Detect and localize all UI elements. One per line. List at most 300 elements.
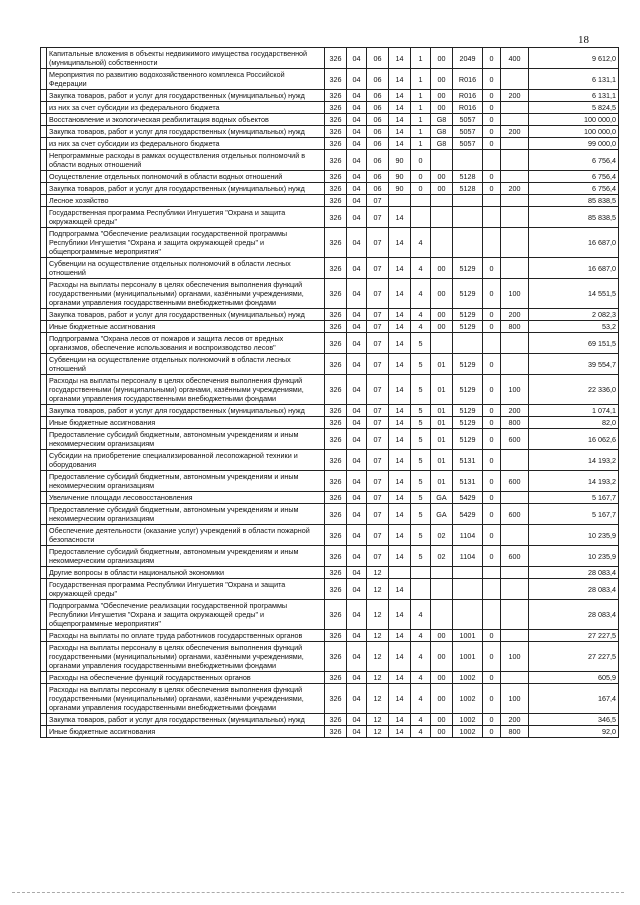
row-code-9: 800 xyxy=(501,321,529,333)
row-code-7: R016 xyxy=(453,90,483,102)
row-name: Осуществление отдельных полномочий в области водных отношений xyxy=(47,171,325,183)
row-name: Иные бюджетные ассигнования xyxy=(47,417,325,429)
row-code-1: 326 xyxy=(325,684,347,714)
row-code-3: 12 xyxy=(367,579,389,600)
row-sum: 9 612,0 xyxy=(529,48,619,69)
row-code-9: 100 xyxy=(501,375,529,405)
row-code-6: 01 xyxy=(431,375,453,405)
row-code-4: 14 xyxy=(389,546,411,567)
row-code-4: 14 xyxy=(389,714,411,726)
row-code-6 xyxy=(431,228,453,258)
row-code-6: 00 xyxy=(431,684,453,714)
row-code-8 xyxy=(483,600,501,630)
row-code-5: 1 xyxy=(411,126,431,138)
row-code-8: 0 xyxy=(483,450,501,471)
row-name: Подпрограмма "Обеспечение реализации государственной программы Республики Ингушетия "Охрана и защита окружающей среды" и общепрограммные мероприятия" xyxy=(47,228,325,258)
row-code-7: R016 xyxy=(453,69,483,90)
row-code-3: 07 xyxy=(367,354,389,375)
row-code-4: 14 xyxy=(389,48,411,69)
row-code-2: 04 xyxy=(347,630,367,642)
row-sum: 85 838,5 xyxy=(529,195,619,207)
row-code-2: 04 xyxy=(347,309,367,321)
row-code-2: 04 xyxy=(347,504,367,525)
row-code-9 xyxy=(501,195,529,207)
row-name: Восстановление и экологическая реабилитация водных объектов xyxy=(47,114,325,126)
row-code-6: G8 xyxy=(431,138,453,150)
row-code-3: 06 xyxy=(367,114,389,126)
row-code-4: 14 xyxy=(389,726,411,738)
row-code-9: 800 xyxy=(501,726,529,738)
row-code-1: 326 xyxy=(325,375,347,405)
row-sum: 1 074,1 xyxy=(529,405,619,417)
row-code-1: 326 xyxy=(325,207,347,228)
row-code-3: 07 xyxy=(367,405,389,417)
row-code-4: 14 xyxy=(389,684,411,714)
row-code-8: 0 xyxy=(483,546,501,567)
row-code-4: 14 xyxy=(389,207,411,228)
row-code-8: 0 xyxy=(483,183,501,195)
table-row xyxy=(41,90,619,102)
row-code-4: 14 xyxy=(389,525,411,546)
row-code-7 xyxy=(453,195,483,207)
row-name: из них за счет субсидии из федерального бюджета xyxy=(47,102,325,114)
row-code-1: 326 xyxy=(325,579,347,600)
row-code-2: 04 xyxy=(347,279,367,309)
row-name: Подпрограмма "Охрана лесов от пожаров и защита лесов от вредных организмов, обеспечение использования и воспроизводство лесов" xyxy=(47,333,325,354)
row-code-3: 07 xyxy=(367,228,389,258)
row-code-7: 5128 xyxy=(453,183,483,195)
row-code-3: 12 xyxy=(367,714,389,726)
row-code-5: 4 xyxy=(411,600,431,630)
row-code-8: 0 xyxy=(483,525,501,546)
row-code-7: 1002 xyxy=(453,726,483,738)
row-code-2: 04 xyxy=(347,195,367,207)
row-sum: 53,2 xyxy=(529,321,619,333)
row-sum: 5 167,7 xyxy=(529,492,619,504)
row-code-8: 0 xyxy=(483,69,501,90)
row-code-5: 4 xyxy=(411,630,431,642)
row-code-8: 0 xyxy=(483,642,501,672)
row-code-4: 14 xyxy=(389,417,411,429)
row-code-8 xyxy=(483,195,501,207)
row-name: Обеспечение деятельности (оказание услуг) учреждений в области пожарной безопасности xyxy=(47,525,325,546)
row-code-6: 00 xyxy=(431,48,453,69)
row-code-2: 04 xyxy=(347,405,367,417)
row-code-6: 00 xyxy=(431,90,453,102)
row-code-2: 04 xyxy=(347,375,367,405)
row-code-4: 14 xyxy=(389,450,411,471)
table-row xyxy=(41,171,619,183)
row-code-7: 5128 xyxy=(453,171,483,183)
row-code-4: 14 xyxy=(389,504,411,525)
row-code-8: 0 xyxy=(483,354,501,375)
row-code-7: 5131 xyxy=(453,450,483,471)
row-name: Иные бюджетные ассигнования xyxy=(47,726,325,738)
row-code-5: 0 xyxy=(411,150,431,171)
row-code-1: 326 xyxy=(325,525,347,546)
row-code-3: 12 xyxy=(367,726,389,738)
row-code-9 xyxy=(501,333,529,354)
row-code-1: 326 xyxy=(325,354,347,375)
row-code-6: 00 xyxy=(431,183,453,195)
row-code-9: 200 xyxy=(501,309,529,321)
row-code-1: 326 xyxy=(325,450,347,471)
row-code-6 xyxy=(431,207,453,228)
table-row xyxy=(41,150,619,171)
row-code-1: 326 xyxy=(325,417,347,429)
row-code-3: 07 xyxy=(367,207,389,228)
table-row xyxy=(41,114,619,126)
row-code-9 xyxy=(501,102,529,114)
row-code-6: 00 xyxy=(431,714,453,726)
row-code-7: 5129 xyxy=(453,309,483,321)
table-row xyxy=(41,126,619,138)
row-code-7: R016 xyxy=(453,102,483,114)
row-code-2: 04 xyxy=(347,492,367,504)
row-code-8: 0 xyxy=(483,714,501,726)
row-code-3: 07 xyxy=(367,333,389,354)
row-code-8 xyxy=(483,579,501,600)
row-code-5 xyxy=(411,195,431,207)
row-code-9: 600 xyxy=(501,471,529,492)
row-code-1: 326 xyxy=(325,258,347,279)
row-code-2: 04 xyxy=(347,546,367,567)
row-code-6: 00 xyxy=(431,171,453,183)
row-code-2: 04 xyxy=(347,672,367,684)
row-sum: 6 756,4 xyxy=(529,183,619,195)
row-code-3: 06 xyxy=(367,102,389,114)
table-row xyxy=(41,183,619,195)
row-code-7: 5429 xyxy=(453,492,483,504)
row-code-9 xyxy=(501,450,529,471)
row-code-8: 0 xyxy=(483,171,501,183)
row-code-1: 326 xyxy=(325,567,347,579)
row-code-8: 0 xyxy=(483,114,501,126)
row-code-5 xyxy=(411,567,431,579)
row-code-2: 04 xyxy=(347,183,367,195)
row-code-4: 14 xyxy=(389,672,411,684)
row-code-3: 12 xyxy=(367,600,389,630)
row-sum: 14 551,5 xyxy=(529,279,619,309)
table-row xyxy=(41,354,619,375)
row-name: Подпрограмма "Обеспечение реализации государственной программы Республики Ингушетия "Охрана и защита окружающей среды" и общепрограммные мероприятия" xyxy=(47,600,325,630)
table-row xyxy=(41,567,619,579)
row-code-5: 5 xyxy=(411,417,431,429)
row-code-7: 5131 xyxy=(453,471,483,492)
row-code-4: 14 xyxy=(389,69,411,90)
row-code-6 xyxy=(431,567,453,579)
row-code-4: 14 xyxy=(389,102,411,114)
row-sum: 6 131,1 xyxy=(529,69,619,90)
row-code-4: 14 xyxy=(389,429,411,450)
row-code-9 xyxy=(501,354,529,375)
row-code-2: 04 xyxy=(347,714,367,726)
table-row xyxy=(41,579,619,600)
row-code-3: 12 xyxy=(367,630,389,642)
table-row xyxy=(41,138,619,150)
row-code-1: 326 xyxy=(325,183,347,195)
row-sum: 99 000,0 xyxy=(529,138,619,150)
budget-table xyxy=(40,47,619,738)
row-code-1: 326 xyxy=(325,492,347,504)
row-code-7: 5057 xyxy=(453,138,483,150)
row-code-3: 06 xyxy=(367,171,389,183)
row-code-7: 5129 xyxy=(453,279,483,309)
row-code-8: 0 xyxy=(483,138,501,150)
row-code-8: 0 xyxy=(483,471,501,492)
row-code-2: 04 xyxy=(347,126,367,138)
row-code-8: 0 xyxy=(483,429,501,450)
row-code-2: 04 xyxy=(347,150,367,171)
row-code-2: 04 xyxy=(347,228,367,258)
table-row xyxy=(41,684,619,714)
row-code-5: 0 xyxy=(411,171,431,183)
table-row xyxy=(41,642,619,672)
row-code-9 xyxy=(501,207,529,228)
row-code-3: 07 xyxy=(367,309,389,321)
row-sum: 27 227,5 xyxy=(529,630,619,642)
row-code-1: 326 xyxy=(325,333,347,354)
row-code-6: 00 xyxy=(431,102,453,114)
row-code-4: 14 xyxy=(389,471,411,492)
row-sum: 82,0 xyxy=(529,417,619,429)
row-code-2: 04 xyxy=(347,321,367,333)
row-code-7: 5129 xyxy=(453,405,483,417)
row-code-3: 07 xyxy=(367,471,389,492)
row-code-9 xyxy=(501,258,529,279)
row-code-3: 07 xyxy=(367,492,389,504)
row-sum: 22 336,0 xyxy=(529,375,619,405)
row-code-2: 04 xyxy=(347,429,367,450)
table-row xyxy=(41,600,619,630)
row-code-8: 0 xyxy=(483,321,501,333)
row-code-6: 01 xyxy=(431,471,453,492)
row-code-9 xyxy=(501,171,529,183)
row-name: Закупка товаров, работ и услуг для государственных (муниципальных) нужд xyxy=(47,183,325,195)
bottom-rule xyxy=(12,892,624,893)
row-name: Предоставление субсидий бюджетным, автономным учреждениям и иным некоммерческим организациям xyxy=(47,546,325,567)
row-code-5: 4 xyxy=(411,279,431,309)
row-code-3: 06 xyxy=(367,138,389,150)
row-code-6 xyxy=(431,150,453,171)
row-sum: 16 687,0 xyxy=(529,228,619,258)
row-code-2: 04 xyxy=(347,354,367,375)
row-code-9: 200 xyxy=(501,405,529,417)
table-row xyxy=(41,102,619,114)
row-code-1: 326 xyxy=(325,714,347,726)
row-sum: 6 131,1 xyxy=(529,90,619,102)
row-code-7: 5057 xyxy=(453,126,483,138)
row-code-4: 14 xyxy=(389,309,411,321)
row-code-8: 0 xyxy=(483,405,501,417)
row-code-8: 0 xyxy=(483,279,501,309)
row-code-2: 04 xyxy=(347,726,367,738)
row-code-8: 0 xyxy=(483,102,501,114)
row-name: Закупка товаров, работ и услуг для государственных (муниципальных) нужд xyxy=(47,309,325,321)
row-code-9 xyxy=(501,228,529,258)
row-code-4: 14 xyxy=(389,90,411,102)
row-sum: 28 083,4 xyxy=(529,567,619,579)
row-code-3: 06 xyxy=(367,126,389,138)
row-code-5: 5 xyxy=(411,525,431,546)
table-row xyxy=(41,714,619,726)
row-code-4: 14 xyxy=(389,258,411,279)
row-code-3: 07 xyxy=(367,429,389,450)
row-sum: 2 082,3 xyxy=(529,309,619,321)
row-code-6: G8 xyxy=(431,114,453,126)
row-sum: 92,0 xyxy=(529,726,619,738)
row-code-3: 06 xyxy=(367,150,389,171)
row-code-9 xyxy=(501,600,529,630)
table-body xyxy=(41,48,619,738)
row-code-3: 07 xyxy=(367,258,389,279)
row-code-5: 0 xyxy=(411,183,431,195)
row-code-7 xyxy=(453,150,483,171)
table-row xyxy=(41,492,619,504)
table-row xyxy=(41,429,619,450)
row-code-7 xyxy=(453,228,483,258)
row-code-6: 00 xyxy=(431,69,453,90)
row-code-5: 4 xyxy=(411,642,431,672)
row-code-7: 5129 xyxy=(453,258,483,279)
row-code-8 xyxy=(483,228,501,258)
row-code-6: 00 xyxy=(431,279,453,309)
row-name: Расходы на выплаты персоналу в целях обеспечения выполнения функций государственными (муниципальными) органами, казёнными учреждениями, органами управления государственными внебюджетными фондами xyxy=(47,279,325,309)
row-code-9: 600 xyxy=(501,429,529,450)
row-code-5: 5 xyxy=(411,354,431,375)
row-code-5: 4 xyxy=(411,228,431,258)
row-code-8: 0 xyxy=(483,504,501,525)
row-code-6: 01 xyxy=(431,405,453,417)
row-code-8: 0 xyxy=(483,672,501,684)
row-name: Субвенции на осуществление отдельных полномочий в области лесных отношений xyxy=(47,354,325,375)
row-code-3: 07 xyxy=(367,417,389,429)
row-code-8 xyxy=(483,207,501,228)
row-code-8 xyxy=(483,333,501,354)
row-code-4: 14 xyxy=(389,600,411,630)
row-code-7: 1002 xyxy=(453,714,483,726)
row-code-8: 0 xyxy=(483,126,501,138)
row-code-2: 04 xyxy=(347,207,367,228)
row-code-8: 0 xyxy=(483,309,501,321)
row-name: Расходы на выплаты персоналу в целях обеспечения выполнения функций государственными (муниципальными) органами, казёнными учреждениями, органами управления государственными внебюджетными фондами xyxy=(47,684,325,714)
row-code-6: G8 xyxy=(431,126,453,138)
table-row xyxy=(41,309,619,321)
row-name: Капитальные вложения в объекты недвижимого имущества государственной (муниципальной) собственности xyxy=(47,48,325,69)
row-code-5: 5 xyxy=(411,429,431,450)
row-code-7: 1104 xyxy=(453,546,483,567)
row-code-9 xyxy=(501,492,529,504)
row-sum: 28 083,4 xyxy=(529,600,619,630)
row-name: Предоставление субсидий бюджетным, автономным учреждениям и иным некоммерческим организациям xyxy=(47,471,325,492)
row-code-3: 06 xyxy=(367,69,389,90)
row-code-2: 04 xyxy=(347,684,367,714)
row-name: Мероприятия по развитию водохозяйственного комплекса Российской Федерации xyxy=(47,69,325,90)
row-code-5: 1 xyxy=(411,138,431,150)
row-code-8 xyxy=(483,150,501,171)
row-code-3: 07 xyxy=(367,321,389,333)
row-code-1: 326 xyxy=(325,138,347,150)
row-name: Закупка товаров, работ и услуг для государственных (муниципальных) нужд xyxy=(47,405,325,417)
row-code-8: 0 xyxy=(483,258,501,279)
row-code-6: 00 xyxy=(431,309,453,321)
row-code-2: 04 xyxy=(347,642,367,672)
row-sum: 16 687,0 xyxy=(529,258,619,279)
row-name: Государственная программа Республики Ингушетия "Охрана и защита окружающей среды" xyxy=(47,207,325,228)
table-row xyxy=(41,405,619,417)
row-code-1: 326 xyxy=(325,642,347,672)
row-code-9 xyxy=(501,138,529,150)
row-code-8: 0 xyxy=(483,492,501,504)
row-code-8: 0 xyxy=(483,375,501,405)
row-code-9 xyxy=(501,150,529,171)
row-code-8: 0 xyxy=(483,726,501,738)
row-code-6: 01 xyxy=(431,429,453,450)
row-code-8: 0 xyxy=(483,684,501,714)
row-code-6: 00 xyxy=(431,672,453,684)
table-row xyxy=(41,48,619,69)
row-code-1: 326 xyxy=(325,126,347,138)
table-row xyxy=(41,450,619,471)
row-code-1: 326 xyxy=(325,114,347,126)
row-code-5: 1 xyxy=(411,114,431,126)
table-row xyxy=(41,504,619,525)
row-code-3: 07 xyxy=(367,375,389,405)
row-code-6 xyxy=(431,195,453,207)
row-name: Закупка товаров, работ и услуг для государственных (муниципальных) нужд xyxy=(47,126,325,138)
row-code-9: 800 xyxy=(501,417,529,429)
row-name: Расходы на обеспечение функций государственных органов xyxy=(47,672,325,684)
row-code-1: 326 xyxy=(325,69,347,90)
row-code-9: 200 xyxy=(501,183,529,195)
row-sum: 167,4 xyxy=(529,684,619,714)
row-code-4: 14 xyxy=(389,138,411,150)
row-code-3: 07 xyxy=(367,504,389,525)
row-code-2: 04 xyxy=(347,102,367,114)
row-code-3: 07 xyxy=(367,525,389,546)
row-sum: 6 756,4 xyxy=(529,171,619,183)
row-code-5: 5 xyxy=(411,333,431,354)
row-code-9: 400 xyxy=(501,48,529,69)
row-code-2: 04 xyxy=(347,171,367,183)
row-sum: 5 824,5 xyxy=(529,102,619,114)
row-code-5: 1 xyxy=(411,90,431,102)
row-code-5: 5 xyxy=(411,504,431,525)
table-row xyxy=(41,726,619,738)
row-code-5: 4 xyxy=(411,321,431,333)
row-code-1: 326 xyxy=(325,429,347,450)
row-name: Расходы на выплаты персоналу в целях обеспечения выполнения функций государственными (муниципальными) органами, казёнными учреждениями, органами управления государственными внебюджетными фондами xyxy=(47,375,325,405)
row-name: Увеличение площади лесовосстановления xyxy=(47,492,325,504)
row-code-3: 06 xyxy=(367,90,389,102)
row-code-6: GA xyxy=(431,504,453,525)
row-code-5: 5 xyxy=(411,546,431,567)
row-code-4 xyxy=(389,567,411,579)
row-code-2: 04 xyxy=(347,69,367,90)
table-row xyxy=(41,546,619,567)
row-code-2: 04 xyxy=(347,138,367,150)
row-name: Субвенции на осуществление отдельных полномочий в области лесных отношений xyxy=(47,258,325,279)
page-number: 18 xyxy=(578,34,589,46)
row-code-7: 5429 xyxy=(453,504,483,525)
row-name: Предоставление субсидий бюджетным, автономным учреждениям и иным некоммерческим организациям xyxy=(47,429,325,450)
row-code-4: 14 xyxy=(389,405,411,417)
row-code-7 xyxy=(453,600,483,630)
row-code-6: GA xyxy=(431,492,453,504)
row-code-4: 14 xyxy=(389,126,411,138)
row-code-9: 200 xyxy=(501,90,529,102)
row-sum: 10 235,9 xyxy=(529,525,619,546)
